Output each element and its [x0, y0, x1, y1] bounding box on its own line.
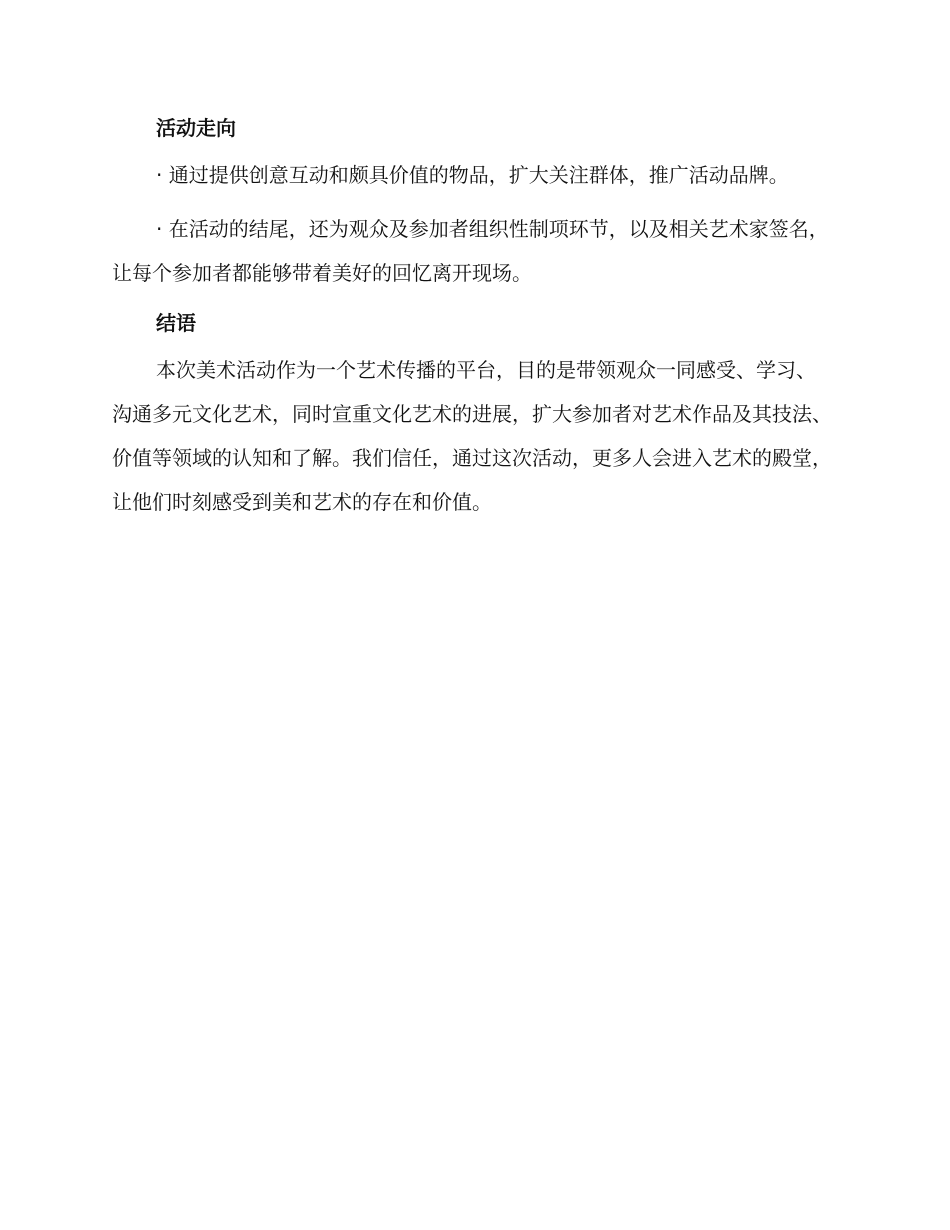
bullet-paragraph: · 在活动的结尾，还为观众及参加者组织性制项环节，以及相关艺术家签名，让每个参加者都能够带着美好的回忆离开现场。 — [112, 217, 829, 285]
section-heading: 结语 — [156, 311, 196, 335]
section-conclusion — [112, 305, 832, 524]
document-page — [112, 110, 832, 524]
section-activity-direction — [112, 110, 832, 295]
section-heading: 活动走向 — [156, 116, 236, 140]
bullet-paragraph: · 通过提供创意互动和颇具价值的物品，扩大关注群体，推广活动品牌。 — [156, 163, 789, 187]
body-paragraph: 本次美术活动作为一个艺术传播的平台，目的是带领观众一同感受、学习、沟通多元文化艺术，同时宣重文化艺术的进展，扩大参加者对艺术作品及其技法、价值等领域的认知和了解。我们信任，通过这次活动，更多人会进入艺术的殿堂，让他们时刻感受到美和艺术的存在和价值。 — [112, 358, 832, 514]
